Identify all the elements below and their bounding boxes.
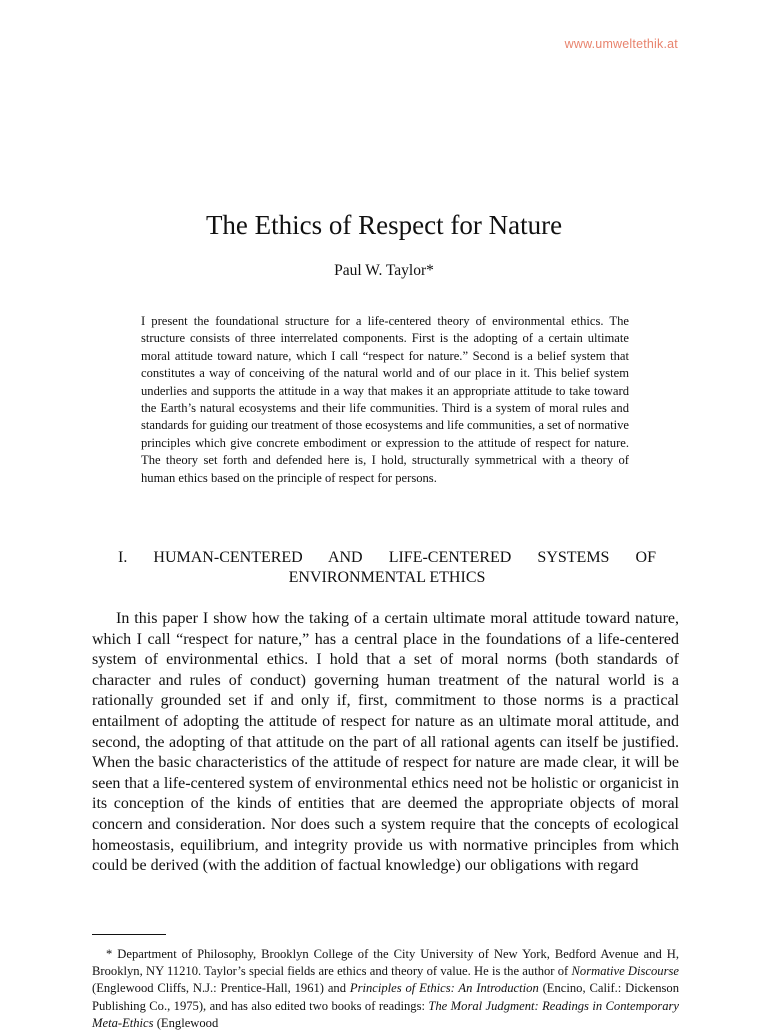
section-heading bbox=[118, 548, 656, 588]
footnote-book-2: Principles of Ethics: An Introduction bbox=[349, 981, 539, 996]
footnote-text-3: (Encino, Calif.: Dickenson Publishing Co., 1975), and has also edited two books of readings: bbox=[92, 981, 679, 1013]
footnote-text-4: (Englewood bbox=[153, 1015, 219, 1030]
footnote-divider bbox=[92, 934, 166, 935]
site-url-link[interactable]: www.umweltethik.at bbox=[564, 37, 678, 51]
article-abstract: I present the foundational structure for a life-centered theory of environmental ethics. The structure consists of three interrelated components. First is the adopting of a certain ultimate moral attitude toward nature, which I call “respect for nature.” Second is a belief system that constitutes a way of conceiving of the natural world and of our place in it. This belief system underlies and supports the attitude in a way that makes it an appropriate attitude to take toward the Earth’s natural ecosystems and their life communities. Third is a system of moral rules and standards for guiding our treatment of those ecosystems and life communities, a set of normative principles which give concrete embodiment or expression to the attitude of respect for nature. The theory set forth and defended here is, I hold, structurally symmetrical with a theory of human ethics based on the principle of respect for persons. bbox=[141, 314, 629, 485]
footnote-book-1: Normative Discourse bbox=[571, 964, 679, 979]
footnote-book-3: The Moral Judgment: Readings in Contemporary Meta-Ethics bbox=[92, 998, 679, 1030]
footnote bbox=[92, 946, 679, 1032]
section-heading-line2: ENVIRONMENTAL ETHICS bbox=[288, 569, 486, 586]
body-paragraph: In this paper I show how the taking of a certain ultimate moral attitude toward nature, which I call “respect for nature,” has a central place in the foundations of a life-centered system of environmental ethics. I hold that a set of moral norms (both standards of character and rules of conduct) governing human treatment of the natural world is a rationally grounded set if and only if, first, commitment to those norms is a practical entailment of adopting the attitude of respect for nature as an ultimate moral attitude, and second, the adopting of that attitude on the part of all rational agents can itself be justified. When the basic characteristics of the attitude of respect for nature are made clear, it will be seen that a life-centered system of environmental ethics need not be holistic or organicist in its conception of the kinds of entities that are deemed the appropriate objects of moral concern and consideration. Nor does such a system require that the concepts of ecological homeostasis, equilibrium, and integrity provide us with normative principles from which could be derived (with the addition of factual knowledge) our obligations with regard bbox=[92, 610, 679, 875]
article-title: The Ethics of Respect for Nature bbox=[205, 210, 563, 240]
footnote-text-1: * Department of Philosophy, Brooklyn College of the City University of New York, Bedford Avenue and H, Brooklyn, NY 11210. Taylor’s special fields are ethics and theory of value. He is the author of bbox=[92, 947, 679, 979]
section-heading-line1: I. HUMAN-CENTERED AND LIFE-CENTERED SYSTEMS OF bbox=[118, 549, 656, 566]
footnote-text-2: (Englewood Cliffs, N.J.: Prentice-Hall, 1961) and bbox=[92, 981, 350, 996]
article-author: Paul W. Taylor* bbox=[334, 262, 434, 279]
